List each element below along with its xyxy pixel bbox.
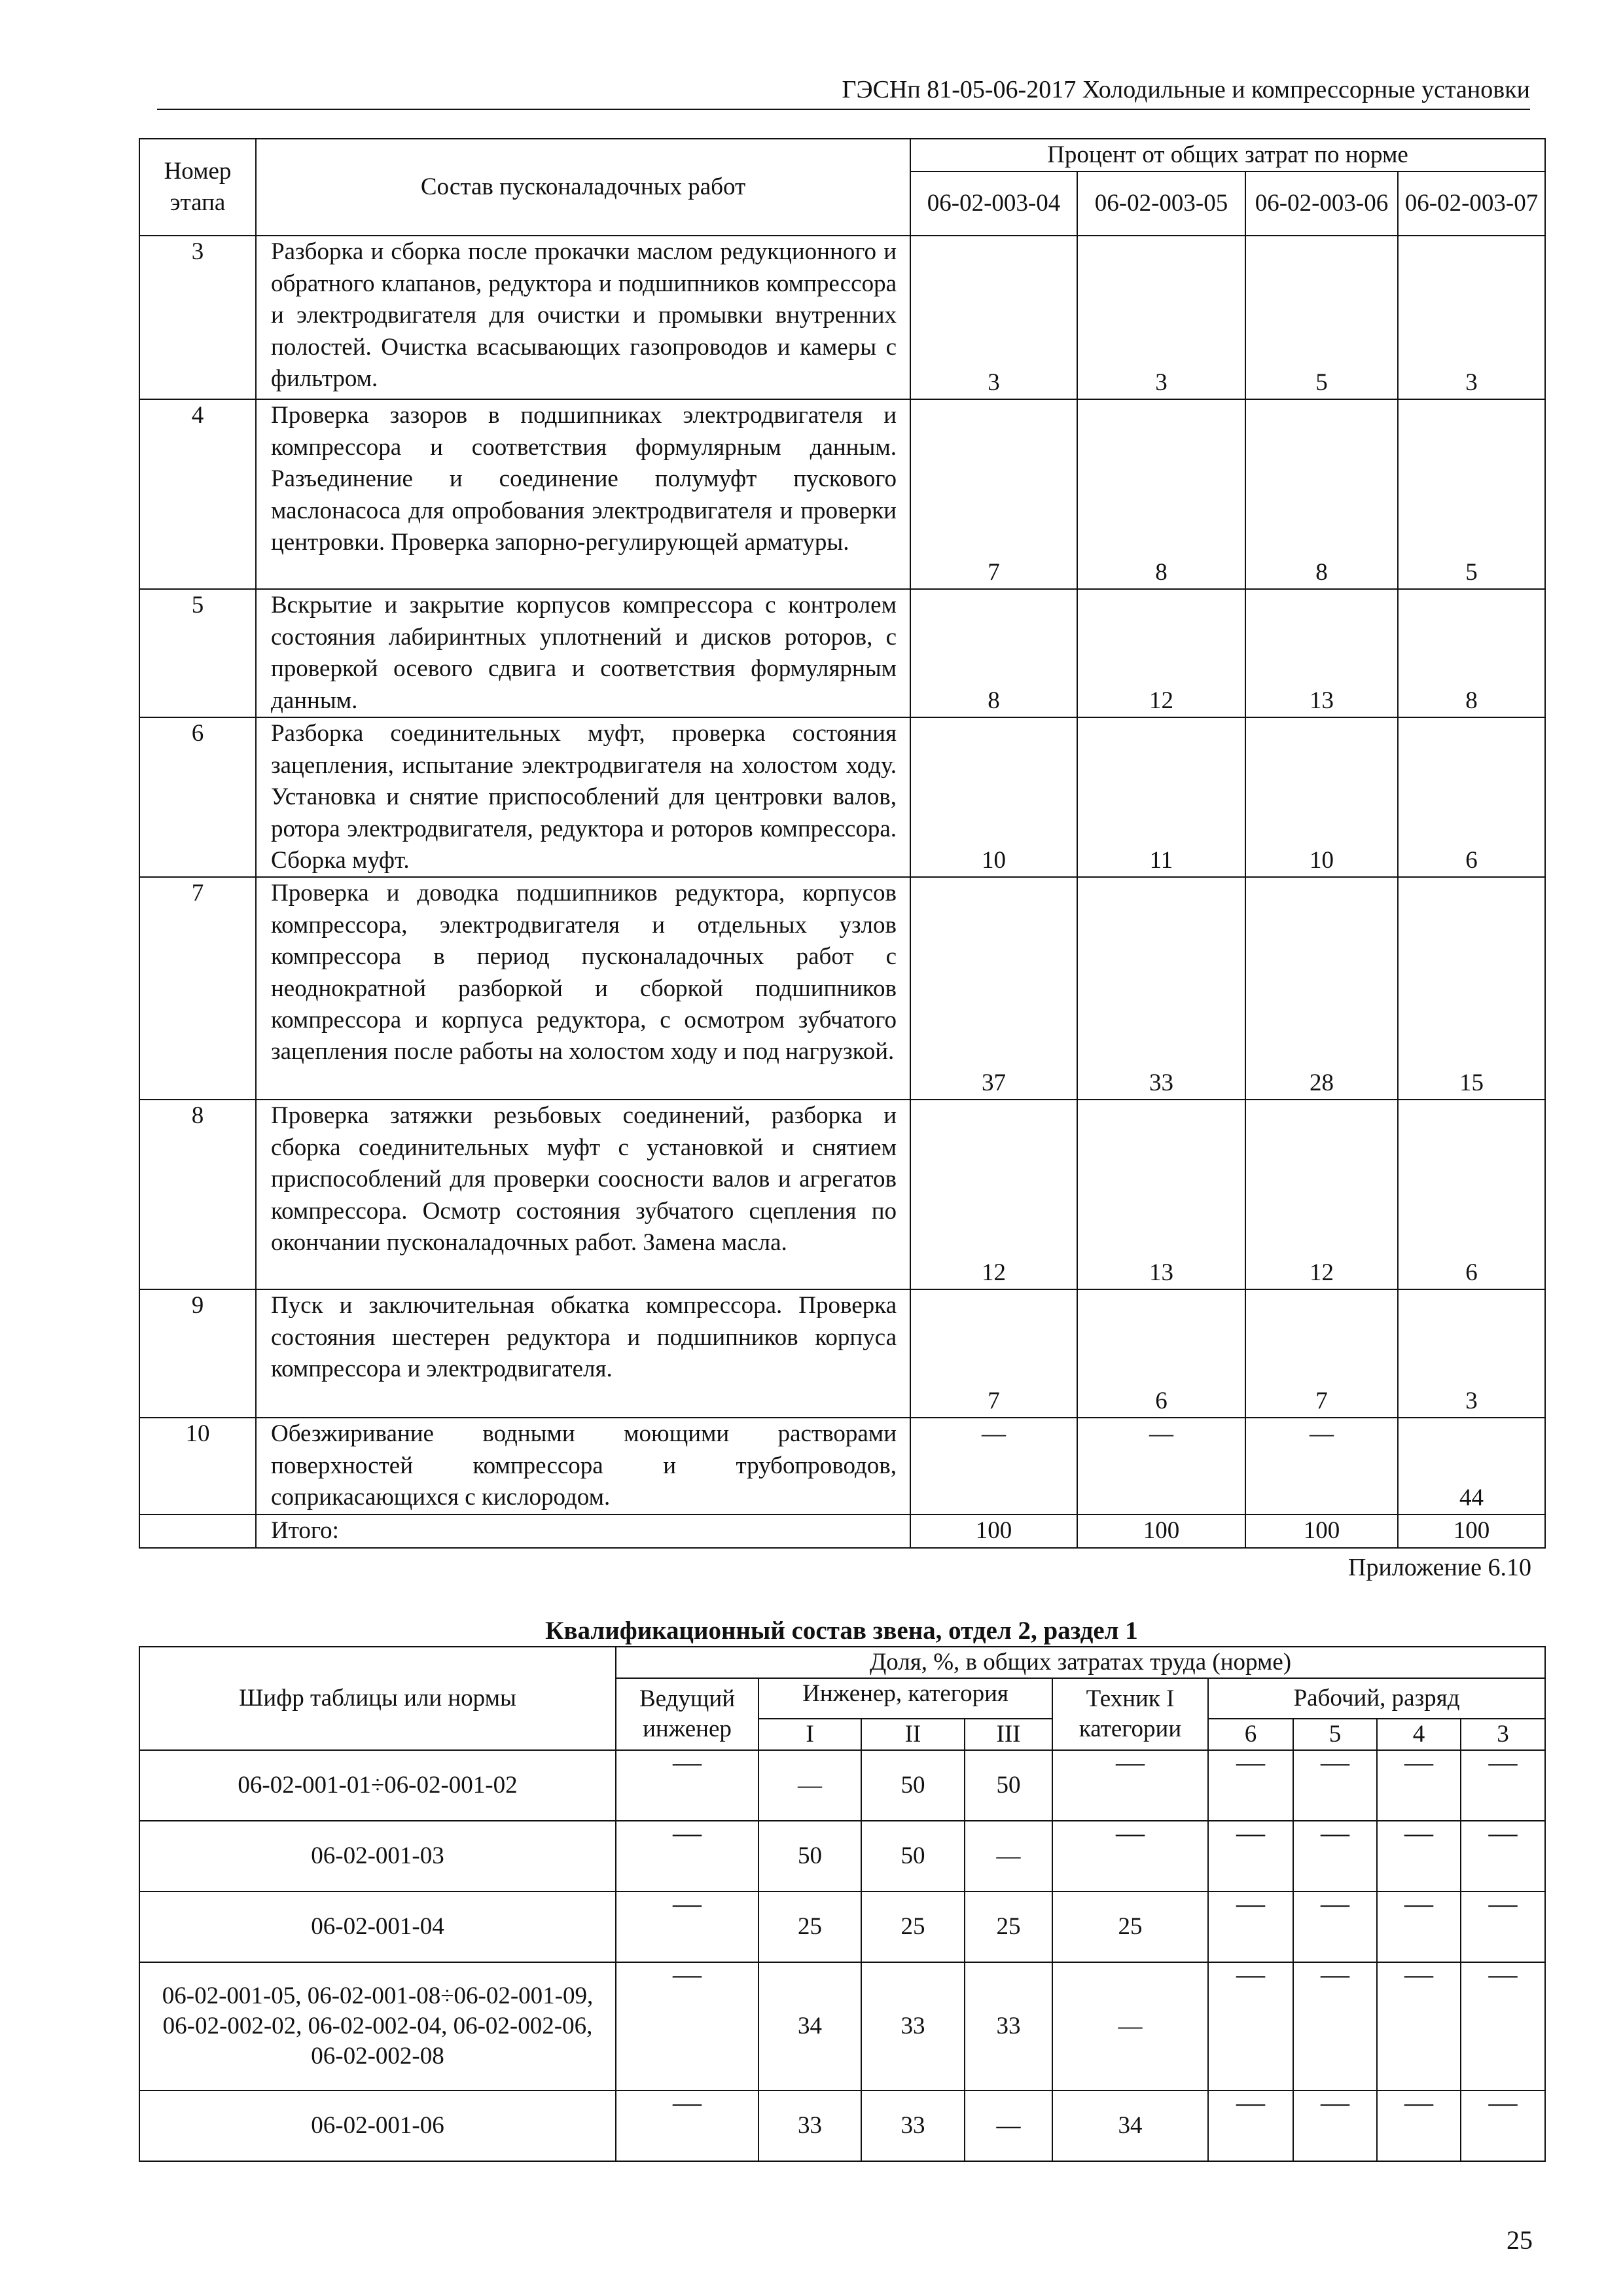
table-caption: Квалификационный состав звена, отдел 2, раздел 1 <box>545 1617 1138 1645</box>
percent-cell: 3 <box>1398 1289 1545 1418</box>
stage-description: Проверка зазоров в подшипниках электродвигателя и компрессора и соответствия формулярным данным. Разъединение и соединение полумуфт пускового маслонасоса для опробования электродвигателя и проверки центровки. Проверка запорно-регулирующей арматуры. <box>256 399 910 589</box>
engineer-share: 50 <box>861 1750 965 1821</box>
table-row <box>139 1892 1545 1962</box>
worker-share: — <box>1321 1817 1349 1849</box>
stage-description: Разборка соединительных муфт, проверка состояния зацепления, испытание электродвигателя на холостом ходу. Установка и снятие приспособлений для центровки валов, ротора электродвигателя, редуктора и роторов компрессора. Сборка муфт. <box>256 717 910 877</box>
stage-description: Вскрытие и закрытие корпусов компрессора с контролем состояния лабиринтных уплотнений и дисков роторов, с проверкой осевого сдвига и соответствия формулярным данным. <box>256 589 910 717</box>
percent-cell: 5 <box>1245 236 1398 399</box>
worker-share: — <box>1236 1746 1265 1778</box>
percent-cell: 8 <box>1245 399 1398 589</box>
percent-cell: 7 <box>910 1289 1077 1418</box>
norm-code: 06-02-001-06 <box>139 2090 616 2161</box>
percent-cell: 12 <box>1077 589 1245 717</box>
stage-number: 10 <box>139 1418 256 1515</box>
worker-share: — <box>1488 1817 1518 1849</box>
table-row <box>139 236 1545 399</box>
worker-share: — <box>1321 1888 1349 1920</box>
percent-cell: 44 <box>1398 1418 1545 1515</box>
worker-grade: 4 <box>1377 1719 1461 1750</box>
percent-cell: 33 <box>1077 877 1245 1100</box>
norm-code: 06-02-001-01÷06-02-001-02 <box>139 1750 616 1821</box>
percent-cell: — <box>1245 1418 1398 1515</box>
engineer-share: 33 <box>861 1962 965 2090</box>
total-cell: 100 <box>1077 1515 1245 1547</box>
percent-cell: 15 <box>1398 877 1545 1100</box>
page-number: 25 <box>1507 2225 1533 2255</box>
table-row <box>139 1100 1545 1289</box>
stage-number: 6 <box>139 717 256 877</box>
appendix-label: Приложение 6.10 <box>1348 1554 1531 1581</box>
worker-share: — <box>1404 1817 1433 1849</box>
worker-share: — <box>1488 1746 1518 1778</box>
percent-cell: 7 <box>1245 1289 1398 1418</box>
stage-number: 3 <box>139 236 256 399</box>
engineer-share: 34 <box>758 1962 861 2090</box>
col-engineer-header: Инженер, категория <box>758 1678 1052 1719</box>
table-row <box>139 1821 1545 1892</box>
total-cell: 100 <box>1398 1515 1545 1547</box>
percent-cell: — <box>910 1418 1077 1515</box>
col-percent-group-header: Процент от общих затрат по норме <box>910 139 1545 171</box>
worker-share: — <box>1321 1958 1349 1990</box>
engineer-share: — <box>965 1821 1052 1892</box>
worker-share: — <box>1321 1746 1349 1778</box>
table-row <box>139 877 1545 1100</box>
total-cell: 100 <box>910 1515 1077 1547</box>
col-work-header: Состав пусконаладочных работ <box>256 139 910 236</box>
table-row <box>139 589 1545 717</box>
percent-cell: 3 <box>1398 236 1545 399</box>
lead-engineer-share: — <box>673 1888 702 1920</box>
percent-cell: 8 <box>1398 589 1545 717</box>
worker-share: — <box>1488 1958 1518 1990</box>
table-row <box>139 1418 1545 1515</box>
engineer-share: 33 <box>758 2090 861 2161</box>
percent-cell: 8 <box>1077 399 1245 589</box>
worker-grade: 6 <box>1208 1719 1293 1750</box>
percent-cell: — <box>1077 1418 1245 1515</box>
engineer-share: 50 <box>861 1821 965 1892</box>
col-share-header: Доля, %, в общих затратах труда (норме) <box>616 1647 1545 1678</box>
stage-number: 4 <box>139 399 256 589</box>
percent-cell: 6 <box>1077 1289 1245 1418</box>
col-technician-header: Техник I категории <box>1052 1678 1208 1750</box>
percent-cell: 6 <box>1398 717 1545 877</box>
total-label: Итого: <box>256 1515 910 1547</box>
engineer-category: III <box>965 1719 1052 1750</box>
percent-cell: 6 <box>1398 1100 1545 1289</box>
stage-number: 7 <box>139 877 256 1100</box>
worker-share: — <box>1321 2087 1349 2119</box>
lead-engineer-share: — <box>673 1958 702 1990</box>
percent-cell: 13 <box>1077 1100 1245 1289</box>
percent-cell: 10 <box>1245 717 1398 877</box>
engineer-share: 25 <box>965 1892 1052 1962</box>
lead-engineer-share: — <box>673 2087 702 2119</box>
percent-cell: 12 <box>1245 1100 1398 1289</box>
engineer-share: — <box>758 1750 861 1821</box>
col-lead-engineer-header: Ведущий инженер <box>616 1678 758 1750</box>
crew-composition-table <box>139 1646 1546 2162</box>
percent-cell: 5 <box>1398 399 1545 589</box>
total-stage-cell <box>139 1515 256 1547</box>
table-row <box>139 399 1545 589</box>
stage-description: Проверка затяжки резьбовых соединений, разборка и сборка соединительных муфт с установкой и снятием приспособлений для проверки соосности валов и агрегатов компрессора. Осмотр состояния зубчатого сцепления по окончании пусконаладочных работ. Замена масла. <box>256 1100 910 1289</box>
percent-cell: 8 <box>910 589 1077 717</box>
stage-description: Пуск и заключительная обкатка компрессора. Проверка состояния шестерен редуктора и подшипников корпуса компрессора и электродвигателя. <box>256 1289 910 1418</box>
worker-share: — <box>1236 2087 1265 2119</box>
stage-description: Проверка и доводка подшипников редуктора, корпусов компрессора, электродвигателя и отдельных узлов компрессора в период пусконаладочных работ с неоднократной разборкой и сборкой подшипников компрессора и корпуса редуктора, с осмотром зубчатого зацепления после работы на холостом ходу и под нагрузкой. <box>256 877 910 1100</box>
percent-cell: 7 <box>910 399 1077 589</box>
lead-engineer-share: — <box>673 1746 702 1778</box>
table-row <box>139 1962 1545 2090</box>
percent-cell: 37 <box>910 877 1077 1100</box>
col-worker-header: Рабочий, разряд <box>1208 1678 1545 1719</box>
engineer-share: 25 <box>861 1892 965 1962</box>
norm-code-header: 06-02-003-05 <box>1077 171 1245 236</box>
worker-grade: 3 <box>1461 1719 1545 1750</box>
engineer-share: — <box>965 2090 1052 2161</box>
worker-grade: 5 <box>1293 1719 1377 1750</box>
table-row <box>139 717 1545 877</box>
norm-code: 06-02-001-04 <box>139 1892 616 1962</box>
norm-code-header: 06-02-003-04 <box>910 171 1077 236</box>
col-stage-header: Номер этапа <box>139 139 256 236</box>
stage-description: Обезжиривание водными моющими растворами поверхностей компрессора и трубопроводов, соприкасающихся с кислородом. <box>256 1418 910 1515</box>
worker-share: — <box>1488 1888 1518 1920</box>
percent-cell: 3 <box>910 236 1077 399</box>
percent-cell: 13 <box>1245 589 1398 717</box>
engineer-share: 25 <box>758 1892 861 1962</box>
engineer-category: II <box>861 1719 965 1750</box>
worker-share: — <box>1404 1746 1433 1778</box>
worker-share: — <box>1488 2087 1518 2119</box>
percent-cell: 10 <box>910 717 1077 877</box>
engineer-share: 33 <box>965 1962 1052 2090</box>
technician-share: 25 <box>1052 1892 1208 1962</box>
technician-share: 34 <box>1052 2090 1208 2161</box>
table-row <box>139 1289 1545 1418</box>
percent-cell: 11 <box>1077 717 1245 877</box>
percent-cell: 28 <box>1245 877 1398 1100</box>
norm-code-header: 06-02-003-06 <box>1245 171 1398 236</box>
engineer-share: 50 <box>758 1821 861 1892</box>
worker-share: — <box>1236 1958 1265 1990</box>
worker-share: — <box>1236 1888 1265 1920</box>
percent-cell: 3 <box>1077 236 1245 399</box>
lead-engineer-share: — <box>673 1817 702 1849</box>
worker-share: — <box>1404 2087 1433 2119</box>
technician-share: — <box>1116 1746 1145 1778</box>
running-header: ГЭСНп 81-05-06-2017 Холодильные и компрессорные установки <box>842 76 1530 103</box>
stage-description: Разборка и сборка после прокачки маслом редукционного и обратного клапанов, редуктора и подшипников компрессора и электродвигателя для очистки и промывки внутренних полостей. Очистка всасывающих газопроводов и камеры с фильтром. <box>256 236 910 399</box>
worker-share: — <box>1404 1958 1433 1990</box>
stage-number: 8 <box>139 1100 256 1289</box>
table-row <box>139 1750 1545 1821</box>
norm-code-header: 06-02-003-07 <box>1398 171 1545 236</box>
stages-table <box>139 138 1546 1549</box>
stage-number: 9 <box>139 1289 256 1418</box>
worker-share: — <box>1404 1888 1433 1920</box>
norm-code: 06-02-001-03 <box>139 1821 616 1892</box>
technician-share: — <box>1052 1962 1208 2090</box>
percent-cell: 12 <box>910 1100 1077 1289</box>
technician-share: — <box>1116 1817 1145 1849</box>
table-row <box>139 2090 1545 2161</box>
engineer-share: 33 <box>861 2090 965 2161</box>
worker-share: — <box>1236 1817 1265 1849</box>
total-cell: 100 <box>1245 1515 1398 1547</box>
norm-code: 06-02-001-05, 06-02-001-08÷06-02-001-09, 06-02-002-02, 06-02-002-04, 06-02-002-06, 06-02-002-08 <box>139 1962 616 2090</box>
engineer-share: 50 <box>965 1750 1052 1821</box>
stage-number: 5 <box>139 589 256 717</box>
header-rule <box>157 109 1530 110</box>
engineer-category: I <box>758 1719 861 1750</box>
total-row <box>139 1515 1545 1547</box>
col-code-header: Шифр таблицы или нормы <box>139 1647 616 1750</box>
